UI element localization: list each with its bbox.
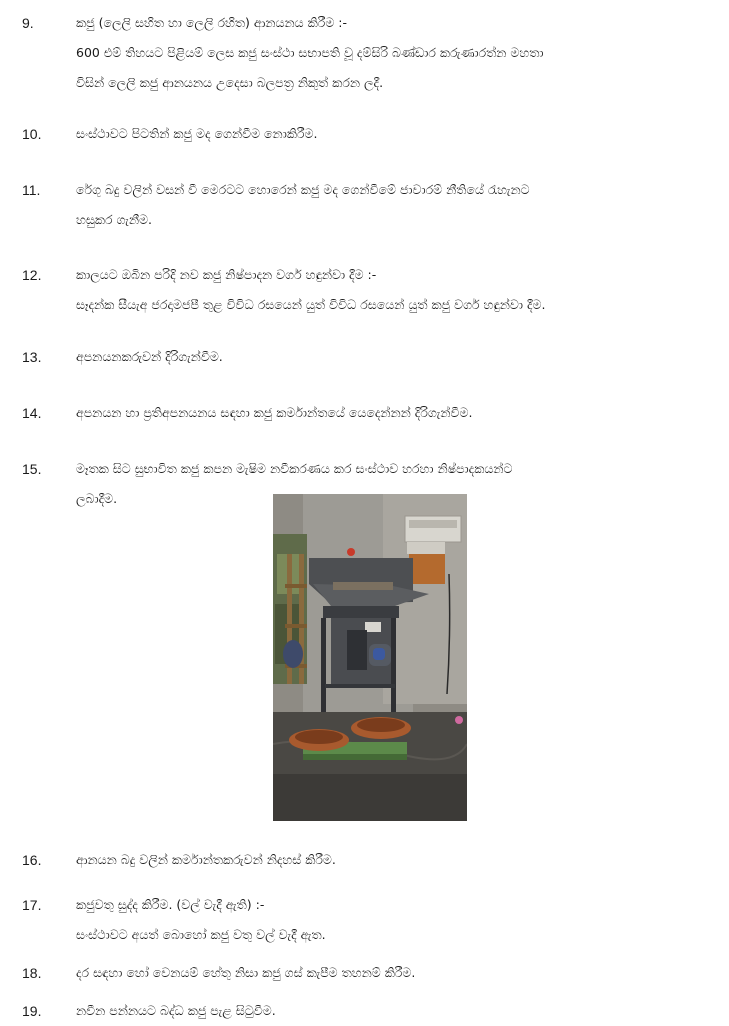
item-line: නවීන පන්නයට බද්ධ කජු පැළ සිටුවීම. (76, 1003, 276, 1018)
item-text (76, 996, 716, 1026)
item-text (76, 890, 716, 950)
item-line: මෑතක සිට සුභාවිත කජු කපන මැෂිම නවීකරණය කර සංස්ථාව හරහා නිෂ්පාදකයන්ට (76, 461, 513, 476)
item-line: කජු (ලෙලි සහිත හා ලෙලි රහිත) ආනයනය කිරීම :- (76, 15, 348, 30)
item-number: 19. (22, 1003, 42, 1019)
item-number: 10. (22, 126, 42, 142)
item-line: දර සඳහා හෝ වෙනයම් හේතු නිසා කජු ගස් කැපීම තහනම් කිරීම. (76, 965, 416, 980)
item-number: 16. (22, 852, 42, 868)
item-line: රේගු බදු වලින් වසන් වී මෙරටට හොරෙන් කජු මද ගෙන්වීමේ ජාවාරම් නීතියේ රැහැනට (76, 182, 530, 197)
item-number: 13. (22, 349, 42, 365)
item-line: 600 එම් තිහයට පිළියම් ලෙස කජු සංස්ථා සභාපති වූ දම්සිරි බණ්ඩාර කරුණාරත්න මහතා (76, 45, 544, 60)
item-line: කජුවතු සුද්ද කිරීම. (වල් වැදී ඇති) :- (76, 897, 265, 912)
item-text (76, 845, 716, 875)
item-text (76, 175, 716, 235)
item-line: හසුකර ගැනීම. (76, 212, 153, 227)
item-line: සංස්ථාවට අයත් බොහෝ කජු වතු වල් වැදී ඇත. (76, 927, 326, 942)
item-number: 12. (22, 267, 42, 283)
cashew-cutting-machine-photo (273, 494, 467, 821)
item-line: කාලයට ඔබින පරිදි නව කජු නිෂ්පාදන වර්ග හඳුන්වා දීම :- (76, 267, 377, 282)
item-line: සංස්ථාවට පිටතින් කජු මද ගෙන්වීම නොකිරීම. (76, 126, 318, 141)
item-number: 18. (22, 965, 42, 981)
item-line: ආනයන බදු වලින් කර්මාන්තකරුවන් නිදහස් කිරීම. (76, 852, 336, 867)
item-text (76, 958, 716, 988)
item-number: 17. (22, 897, 42, 913)
item-line: සෑදන්ක සීයැඅ ජරදාමජපී තුළ විවිධ රසයෙන් යුත් විවිධ රසයෙන් යුත් කජු වර්ග හඳුන්වා දීම. (76, 297, 546, 312)
item-line: අපනයනකරුවන් දිරිගැන්වීම. (76, 349, 223, 364)
item-text (76, 260, 716, 320)
item-line: විසින් ලෙලි කජු ආනයනය උදෙසා බලපත්‍ර නිකුත් කරන ලදී. (76, 75, 384, 90)
item-text (76, 342, 716, 372)
item-line: ලබාදීම. (76, 491, 118, 506)
item-text (76, 8, 716, 98)
item-text (76, 398, 716, 428)
item-text (76, 119, 716, 149)
item-line: අපනයන හා ප්‍රතිඅපනයනය සඳහා කජු කර්මාන්තයේ යෙදෙන්නන් දිරිගැන්වීම. (76, 405, 473, 420)
item-number: 14. (22, 405, 42, 421)
item-number: 11. (22, 182, 41, 198)
item-number: 9. (22, 15, 34, 31)
item-number: 15. (22, 461, 42, 477)
